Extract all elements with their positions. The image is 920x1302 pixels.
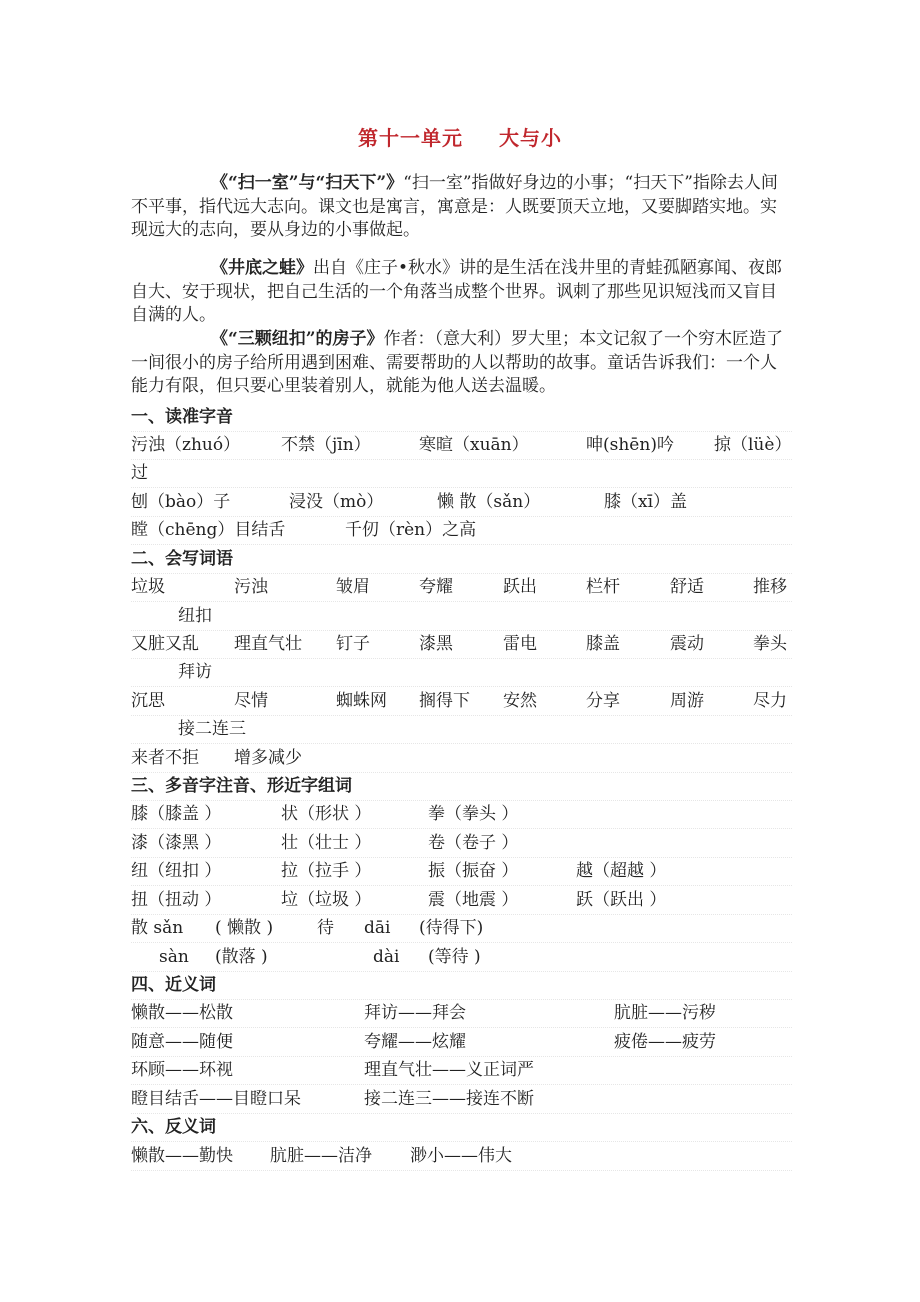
title-unit: 第十一单元 [358,126,463,150]
vocab-word: 安然 [503,691,537,711]
section2-row [131,744,792,773]
vocab-word: 雷电 [503,634,537,654]
polyphone-item: 待 [317,918,334,938]
vocab-word: 沉思 [131,691,165,711]
pronunciation-item: 浸没（mò） [289,492,384,512]
vocab-word: 蜘蛛网 [336,691,387,711]
lesson-summary: “扫一室”指做好身边的小事；“扫天下”指除去人间不平事，指代远大志向。课文也是寓言，寓意是：人既要顶天立地，又要脚踏实地。实现远大的志向，要从身边的小事做起。 [131,173,778,240]
vocab-word: 舒适 [670,577,704,597]
synonym-pair: 肮脏——污秽 [614,1003,716,1023]
vocab-word: 垃圾 [131,577,165,597]
vocab-word: 皱眉 [336,577,370,597]
pronunciation-item: 掠（lüè） [714,435,792,455]
synonym-pair: 拜访——拜会 [364,1003,466,1023]
section3-row [131,800,792,829]
section4-row [131,999,792,1028]
lesson-summary: 出自《庄子•秋水》讲的是生活在浅井里的青蛙孤陋寡闻、夜郎自大、安于现状，把自己生活的一个角落当成整个世界。讽刺了那些见识短浅而又盲目自满的人。 [131,258,783,325]
pronunciation-item: 瞠（chēng）目结舌 [131,520,286,540]
pronunciation-item: 懒 散（sǎn） [437,492,541,512]
section4-row [131,1056,792,1085]
section4-row [131,1028,792,1057]
section3-row [131,914,792,943]
char-group-item: 卷（卷子 ） [428,833,519,853]
intro-paragraph-2 [131,257,792,328]
vocab-word: 接二连三 [178,719,246,739]
lesson-title: 《“三颗纽扣”的房子》 [211,329,384,349]
vocab-word: 跃出 [503,577,537,597]
antonym-pair: 懒散——勤快 [131,1146,233,1166]
char-group-item: 拳（拳头 ） [428,804,519,824]
section1-row [131,459,792,488]
section-heading-polyphones: 三、多音字注音、形近字组词 [131,772,792,801]
pronunciation-item: 寒暄（xuān） [419,435,529,455]
page-title [0,122,920,151]
vocab-word: 来者不拒 [131,748,199,768]
vocab-word: 栏杆 [586,577,620,597]
vocab-word: 推移 [753,577,787,597]
char-group-item: 震（地震 ） [428,890,519,910]
char-group-item: 漆（漆黑 ） [131,833,222,853]
section4-row [131,1085,792,1114]
char-group-item: 越（超越 ） [576,861,667,881]
char-group-item: 拉（拉手 ） [281,861,372,881]
title-topic: 大与小 [499,126,562,150]
section2-row [131,602,792,631]
vocab-word: 周游 [670,691,704,711]
section3-row [131,886,792,915]
section2-row [131,687,792,716]
pronunciation-item: 不禁（jīn） [281,435,371,455]
synonym-pair: 夸耀——炫耀 [364,1032,466,1052]
vocab-word: 纽扣 [178,606,212,626]
section3-row [131,943,792,972]
section3-row [131,857,792,886]
char-group-item: 跃（跃出 ） [576,890,667,910]
vocab-word: 拜访 [178,662,212,682]
polyphone-item: ( 懒散 ) [215,918,274,938]
vocab-word: 夸耀 [419,577,453,597]
section2-row [131,573,792,602]
synonym-pair: 瞪目结舌——目瞪口呆 [131,1089,301,1109]
synonym-pair: 环顾——环视 [131,1060,233,1080]
vocab-word: 污浊 [234,577,268,597]
section6-row [131,1142,792,1171]
polyphone-item: (待得下) [419,918,484,938]
char-group-item: 状（形状 ） [281,804,372,824]
section2-row [131,658,792,687]
pronunciation-item: 过 [131,463,148,483]
lesson-title: 《“扫一室”与“扫天下”》 [211,173,404,193]
char-group-item: 纽（纽扣 ） [131,861,222,881]
lesson-summary: 作者：（意大利）罗大里；本文记叙了一个穷木匠造了一间很小的房子给所用遇到困难、需要帮助的人以帮助的故事。童话告诉我们：一个人能力有限，但只要心里装着别人，就能为他人送去温暖。 [131,329,784,396]
pronunciation-item: 千仞（rèn）之高 [345,520,477,540]
vocab-word: 分享 [586,691,620,711]
char-group-item: 壮（壮士 ） [281,833,372,853]
synonym-pair: 接二连三——接连不断 [364,1089,534,1109]
char-group-item: 膝（膝盖 ） [131,804,222,824]
synonym-pair: 随意——随便 [131,1032,233,1052]
vocab-word: 漆黑 [419,634,453,654]
polyphone-item: (等待 ) [428,947,481,967]
section-heading-vocabulary: 二、会写词语 [131,545,792,574]
antonym-pair: 渺小——伟大 [410,1146,512,1166]
vocab-word: 钉子 [336,634,370,654]
section-heading-synonyms: 四、近义词 [131,971,792,1000]
lesson-title: 《井底之蛙》 [211,258,313,278]
vocab-word: 膝盖 [586,634,620,654]
intro-paragraph-3 [131,328,792,399]
polyphone-item: (散落 ) [215,947,268,967]
section3-row [131,829,792,858]
section2-row [131,715,792,744]
section2-row [131,630,792,659]
vocab-word: 理直气壮 [234,634,302,654]
vocab-word: 拳头 [753,634,787,654]
polyphone-item: sàn [159,947,189,967]
vocab-word: 尽力 [753,691,787,711]
section1-row [131,431,792,460]
section1-row [131,516,792,545]
pronunciation-item: 呻(shēn)吟 [586,435,674,455]
vocab-word: 震动 [670,634,704,654]
polyphone-item: dāi [364,918,391,938]
vocab-word: 增多减少 [234,748,302,768]
section-heading-pronunciation: 一、读准字音 [131,403,792,432]
pronunciation-item: 刨（bào）子 [131,492,231,512]
char-group-item: 扭（扭动 ） [131,890,222,910]
char-group-item: 振（振奋 ） [428,861,519,881]
pronunciation-item: 污浊（zhuó） [131,435,241,455]
char-group-item: 垃（垃圾 ） [281,890,372,910]
polyphone-item: dài [373,947,400,967]
pronunciation-item: 膝（xī）盖 [604,492,688,512]
antonym-pair: 肮脏——洁净 [270,1146,372,1166]
vocab-word: 尽情 [234,691,268,711]
section-heading-antonyms: 六、反义词 [131,1113,792,1142]
synonym-pair: 懒散——松散 [131,1003,233,1023]
section1-row [131,488,792,517]
vocab-word: 又脏又乱 [131,634,199,654]
polyphone-item: 散 sǎn [131,918,184,938]
vocab-word: 搁得下 [419,691,470,711]
synonym-pair: 理直气壮——义正词严 [364,1060,534,1080]
intro-paragraph-1 [131,172,792,243]
synonym-pair: 疲倦——疲劳 [614,1032,716,1052]
